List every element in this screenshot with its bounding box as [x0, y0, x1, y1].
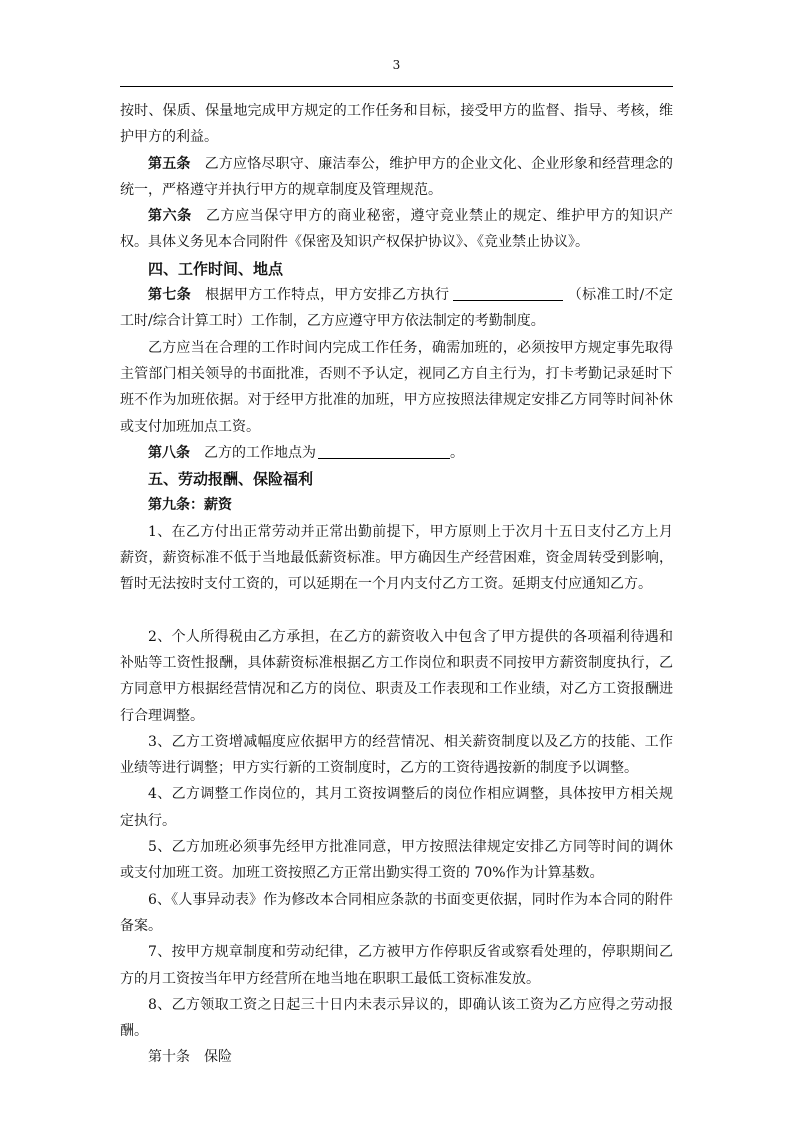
article-9-item-6: 6、《人事异动表》作为修改本合同相应条款的书面变更依据，同时作为本合同的附件备案。 [120, 891, 673, 934]
document-body [120, 98, 673, 1071]
article-7 [120, 282, 673, 335]
blank-line [120, 598, 673, 624]
header-rule [120, 86, 673, 87]
article-10-heading: 第十条 保险 [148, 1049, 232, 1066]
article-9-item-7: 7、按甲方规章制度和劳动纪律，乙方被甲方作停职反省或察看处理的，停职期间乙方的月工资按当年甲方经营所在地当地在职职工最低工资标准发放。 [120, 944, 673, 987]
section-4-heading: 四、工作时间、地点 [148, 259, 284, 278]
article-9-heading: 第九条：薪资 [148, 497, 232, 514]
article-9-item-8: 8、乙方领取工资之日起三十日内未表示异议的，即确认该工资为乙方应得之劳动报酬。 [120, 996, 673, 1040]
work-hours-blank [453, 286, 563, 301]
article-9-item-2: 2、个人所得税由乙方承担，在乙方的薪资收入中包含了甲方提供的各项福利待遇和补贴等工资性报酬，具体薪资标准根据乙方工作岗位和职责不同按甲方薪资制度执行，乙方同意甲方根据经营情况和乙方的岗位、职责及工作表现和工作业绩，对乙方工资报酬进行合理调整。 [120, 628, 673, 724]
article-5-label: 第五条 [148, 155, 191, 172]
page-number: 3 [392, 58, 401, 72]
article-7-paragraph-2: 乙方应当在合理的工作时间内完成工作任务，确需加班的，必须按甲方规定事先取得主管部门相关领导的书面批准，否则不予认定，视同乙方自主行为，打卡考勤记录延时下班不作为加班依据。对于经甲方批准的加班，甲方应按照法律规定安排乙方同等时间补休或支付加班加点工资。 [120, 339, 673, 435]
article-9-item-3: 3、乙方工资增减幅度应依据甲方的经营情况、相关薪资制度以及乙方的技能、工作业绩等进行调整；甲方实行新的工资制度时，乙方的工资待遇按新的制度予以调整。 [120, 733, 673, 777]
article-8-text-a: 乙方的工作地点为 [204, 444, 316, 461]
article-7-text-b: （标准工时/不定工时/综合计算工时）工作制，乙方应遵守甲方依法制定的考勤制度。 [120, 287, 674, 330]
article-6-text: 乙方应当保守甲方的商业秘密，遵守竞业禁止的规定、维护甲方的知识产权。具体义务见本合同附件《保密及知识产权保护协议》、《竞业禁止协议》。 [120, 208, 674, 251]
article-7-text-a: 根据甲方工作特点，甲方安排乙方执行 [205, 287, 450, 304]
work-location-blank [318, 444, 450, 459]
article-5 [120, 151, 673, 204]
article-8 [120, 440, 673, 466]
article-8-text-b: 。 [450, 444, 464, 461]
article-9-item-4: 4、乙方调整工作岗位的，其月工资按调整后的岗位作相应调整，具体按甲方相关规定执行。 [120, 786, 673, 829]
continued-paragraph: 按时、保质、保量地完成甲方规定的工作任务和目标，接受甲方的监督、指导、考核，维护甲方的利益。 [120, 103, 673, 146]
article-8-label: 第八条 [148, 444, 190, 461]
section-5-heading: 五、劳动报酬、保险福利 [148, 470, 314, 489]
article-9-item-1: 1、在乙方付出正常劳动并正常出勤前提下，甲方原则上于次月十五日支付乙方上月薪资，薪资标准不低于当地最低薪资标准。甲方确因生产经营困难，资金周转受到影响，暂时无法按时支付工资的，可以延期在一个月内支付乙方工资。延期支付应通知乙方。 [120, 523, 673, 593]
article-6-label: 第六条 [148, 208, 192, 225]
article-9-item-5: 5、乙方加班必须事先经甲方批准同意，甲方按照法律规定安排乙方同等时间的调休或支付加班工资。加班工资按照乙方正常出勤实得工资的 70%作为计算基数。 [120, 839, 673, 882]
article-7-label: 第七条 [148, 287, 192, 304]
article-6 [120, 203, 673, 256]
article-5-text: 乙方应恪尽职守、廉洁奉公，维护甲方的企业文化、企业形象和经营理念的统一，严格遵守并执行甲方的规章制度及管理规范。 [120, 155, 674, 198]
